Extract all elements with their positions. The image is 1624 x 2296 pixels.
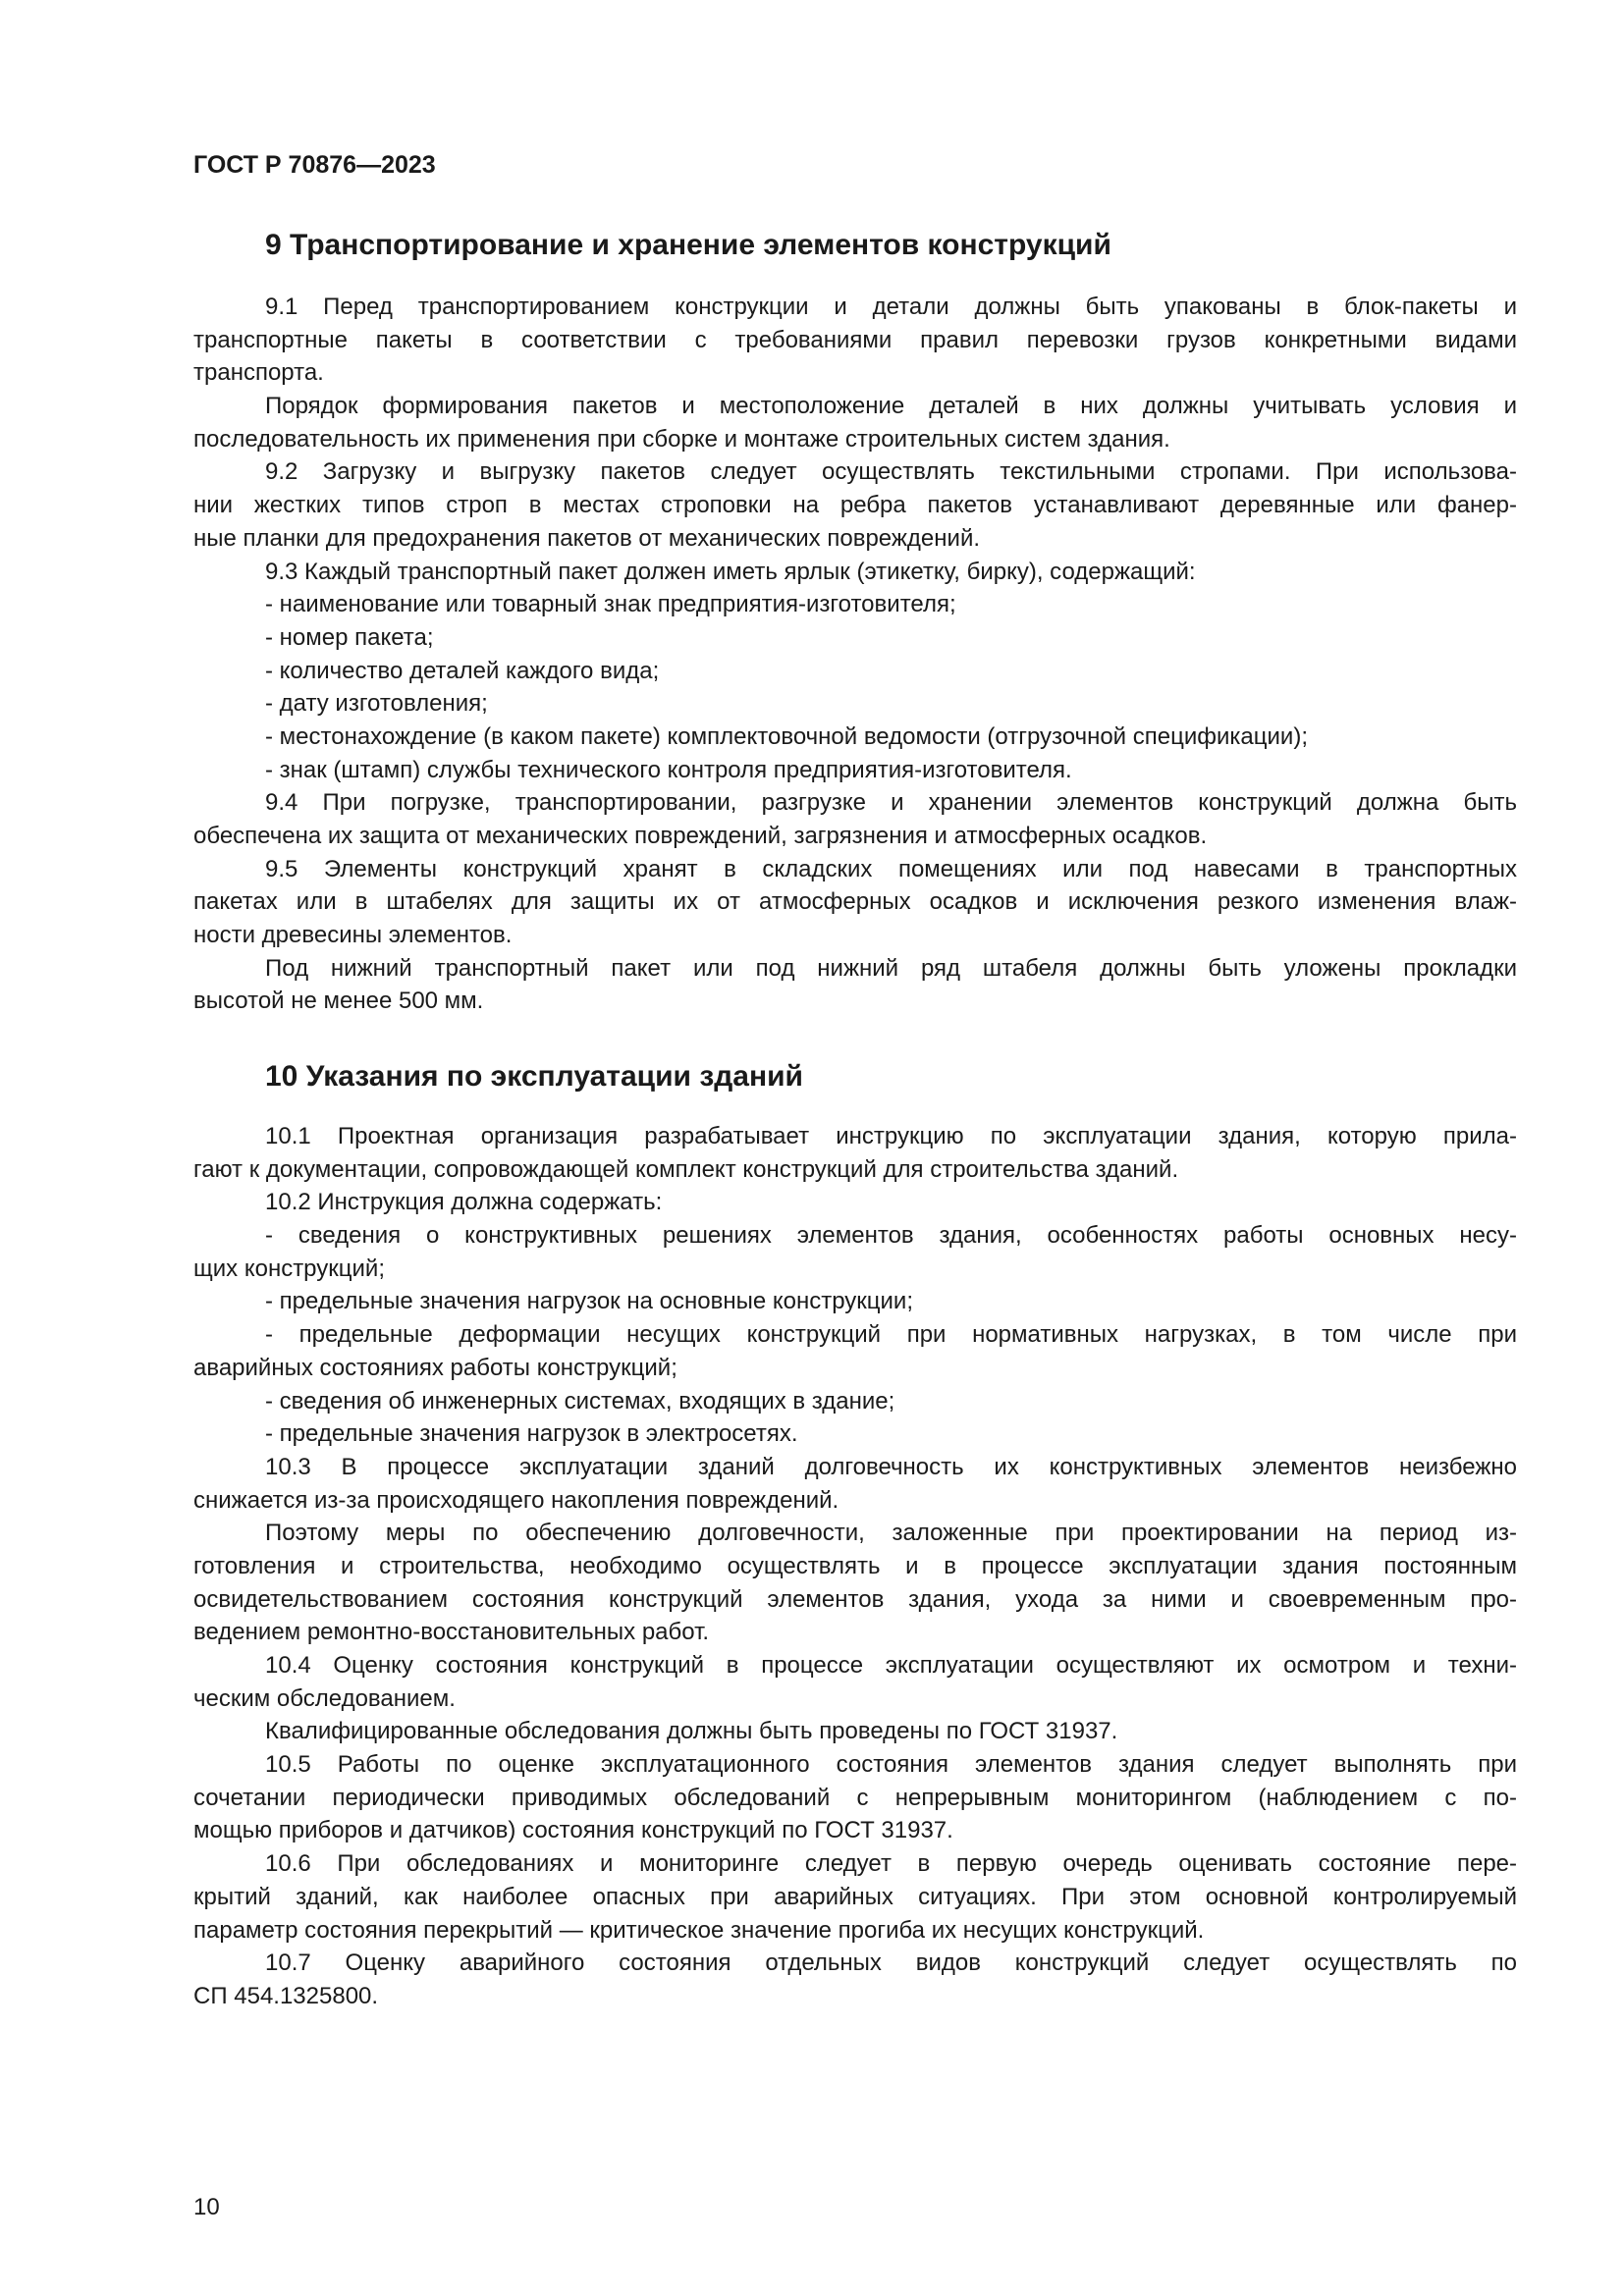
text-line: нии жестких типов строп в местах строповки на ребра пакетов устанавливают деревянные или фанер-	[193, 492, 1517, 519]
paragraph	[193, 1186, 1517, 1219]
section-10-body	[193, 1120, 1517, 2013]
paragraph	[193, 1947, 1517, 2012]
text-line: 9.2 Загрузку и выгрузку пакетов следует осуществлять текстильными стропами. При использова-	[265, 458, 1517, 486]
text-line: щих конструкций;	[193, 1255, 385, 1282]
text-line: снижается из-за происходящего накопления повреждений.	[193, 1486, 839, 1514]
text-line: ческим обследованием.	[193, 1684, 456, 1712]
text-line: - предельные значения нагрузок в электросетях.	[265, 1420, 798, 1448]
text-line: - дату изготовления;	[265, 690, 488, 718]
text-line: 10.7 Оценку аварийного состояния отдельных видов конструкций следует осуществлять по	[265, 1949, 1517, 1977]
text-line: 10.4 Оценку состояния конструкций в процессе эксплуатации осуществляют их осмотром и техни-	[265, 1652, 1517, 1679]
paragraph	[193, 390, 1517, 455]
text-line: - номер пакета;	[265, 623, 434, 651]
text-line: Поэтому меры по обеспечению долговечности, заложенные при проектировании на период из-	[265, 1520, 1517, 1547]
paragraph	[193, 291, 1517, 390]
paragraph	[193, 556, 1517, 589]
text-line: - количество деталей каждого вида;	[265, 657, 660, 684]
text-line: 9.1 Перед транспортированием конструкции и детали должны быть упакованы в блок-пакеты и	[265, 294, 1517, 320]
paragraph	[193, 655, 1517, 688]
paragraph	[193, 1417, 1517, 1451]
text-line: обеспечена их защита от механических повреждений, загрязнения и атмосферных осадков.	[193, 823, 1208, 849]
paragraph	[193, 1451, 1517, 1517]
paragraph	[193, 853, 1517, 952]
text-line: Квалифицированные обследования должны быть проведены по ГОСТ 31937.	[265, 1718, 1118, 1745]
paragraph	[193, 621, 1517, 655]
paragraph	[193, 687, 1517, 721]
text-line: 10.5 Работы по оценке эксплуатационного состояния элементов здания следует выполнять при	[265, 1751, 1517, 1779]
paragraph	[193, 1517, 1517, 1649]
paragraph	[193, 1649, 1517, 1715]
paragraph	[193, 1847, 1517, 1947]
section-9-title: 9 Транспортирование и хранение элементов конструкций	[265, 229, 1111, 261]
text-line: Порядок формирования пакетов и местоположение деталей в них должны учитывать условия и	[265, 393, 1517, 420]
paragraph	[193, 1748, 1517, 1847]
text-line: - знак (штамп) службы технического контроля предприятия-изготовителя.	[265, 756, 1072, 783]
page-number: 10	[193, 2194, 220, 2220]
text-line: пакетах или в штабелях для защиты их от атмосферных осадков и исключения резкого изменения влаж-	[193, 888, 1517, 916]
text-line: - сведения о конструктивных решениях элементов здания, особенностях работы основных несу-	[265, 1222, 1517, 1250]
paragraph	[193, 1385, 1517, 1418]
paragraph	[193, 754, 1517, 787]
paragraph	[193, 721, 1517, 754]
text-line: последовательность их применения при сборке и монтаже строительных систем здания.	[193, 425, 1170, 453]
text-line: аварийных состояниях работы конструкций;	[193, 1354, 677, 1381]
text-line: крытий зданий, как наиболее опасных при аварийных ситуациях. При этом основной контролируемый	[193, 1883, 1517, 1910]
text-line: гают к документации, сопровождающей комплект конструкций для строительства зданий.	[193, 1155, 1179, 1183]
text-line: ности древесины элементов.	[193, 922, 513, 949]
paragraph	[193, 1120, 1517, 1186]
paragraph	[193, 1285, 1517, 1318]
text-line: 10.1 Проектная организация разрабатывает инструкцию по эксплуатации здания, которую прила-	[265, 1123, 1517, 1149]
text-line: мощью приборов и датчиков) состояния конструкций по ГОСТ 31937.	[193, 1817, 953, 1844]
text-line: Под нижний транспортный пакет или под нижний ряд штабеля должны быть уложены прокладки	[265, 954, 1517, 982]
text-line: - сведения об инженерных системах, входящих в здание;	[265, 1387, 895, 1415]
paragraph	[193, 1219, 1517, 1285]
text-line: - местонахождение (в каком пакете) комплектовочной ведомости (отгрузочной спецификации);	[265, 722, 1308, 750]
text-line: - предельные деформации несущих конструкций при нормативных нагрузках, в том числе при	[265, 1321, 1517, 1349]
text-line: параметр состояния перекрытий — критическое значение прогиба их несущих конструкций.	[193, 1916, 1205, 1944]
text-line: 9.5 Элементы конструкций хранят в складских помещениях или под навесами в транспортных	[265, 855, 1517, 882]
text-line: ведением ремонтно-восстановительных работ.	[193, 1619, 710, 1646]
text-line: ные планки для предохранения пакетов от механических повреждений.	[193, 524, 981, 552]
paragraph	[193, 588, 1517, 621]
section-9-body	[193, 291, 1517, 1018]
paragraph	[193, 1318, 1517, 1384]
text-line: транспорта.	[193, 359, 324, 387]
text-line: транспортные пакеты в соответствии с требованиями правил перевозки грузов конкретными видами	[193, 326, 1517, 353]
text-line: готовления и строительства, необходимо осуществлять и в процессе эксплуатации здания постоянным	[193, 1552, 1517, 1579]
text-line: высотой не менее 500 мм.	[193, 988, 484, 1015]
text-line: СП 454.1325800.	[193, 1982, 379, 2009]
paragraph	[193, 786, 1517, 852]
text-line: 10.6 При обследованиях и мониторинге следует в первую очередь оценивать состояние пере-	[265, 1850, 1517, 1878]
text-line: 9.4 При погрузке, транспортировании, разгрузке и хранении элементов конструкций должна быть	[265, 789, 1517, 817]
paragraph	[193, 1715, 1517, 1748]
text-line: 9.3 Каждый транспортный пакет должен иметь ярлык (этикетку, бирку), содержащий:	[265, 558, 1196, 585]
text-line: - предельные значения нагрузок на основные конструкции;	[265, 1288, 913, 1315]
text-line: - наименование или товарный знак предприятия-изготовителя;	[265, 591, 956, 618]
text-line: сочетании периодически приводимых обследований с непрерывным мониторингом (наблюдением с по-	[193, 1784, 1517, 1811]
text-line: освидетельствованием состояния конструкций элементов здания, ухода за ними и своевременным про-	[193, 1585, 1517, 1613]
section-10-title: 10 Указания по эксплуатации зданий	[265, 1060, 803, 1093]
text-line: 10.2 Инструкция должна содержать:	[265, 1189, 663, 1216]
text-line: 10.3 В процессе эксплуатации зданий долговечность их конструктивных элементов неизбежно	[265, 1453, 1517, 1480]
paragraph	[193, 952, 1517, 1018]
paragraph	[193, 455, 1517, 555]
document-header: ГОСТ Р 70876—2023	[193, 151, 436, 179]
